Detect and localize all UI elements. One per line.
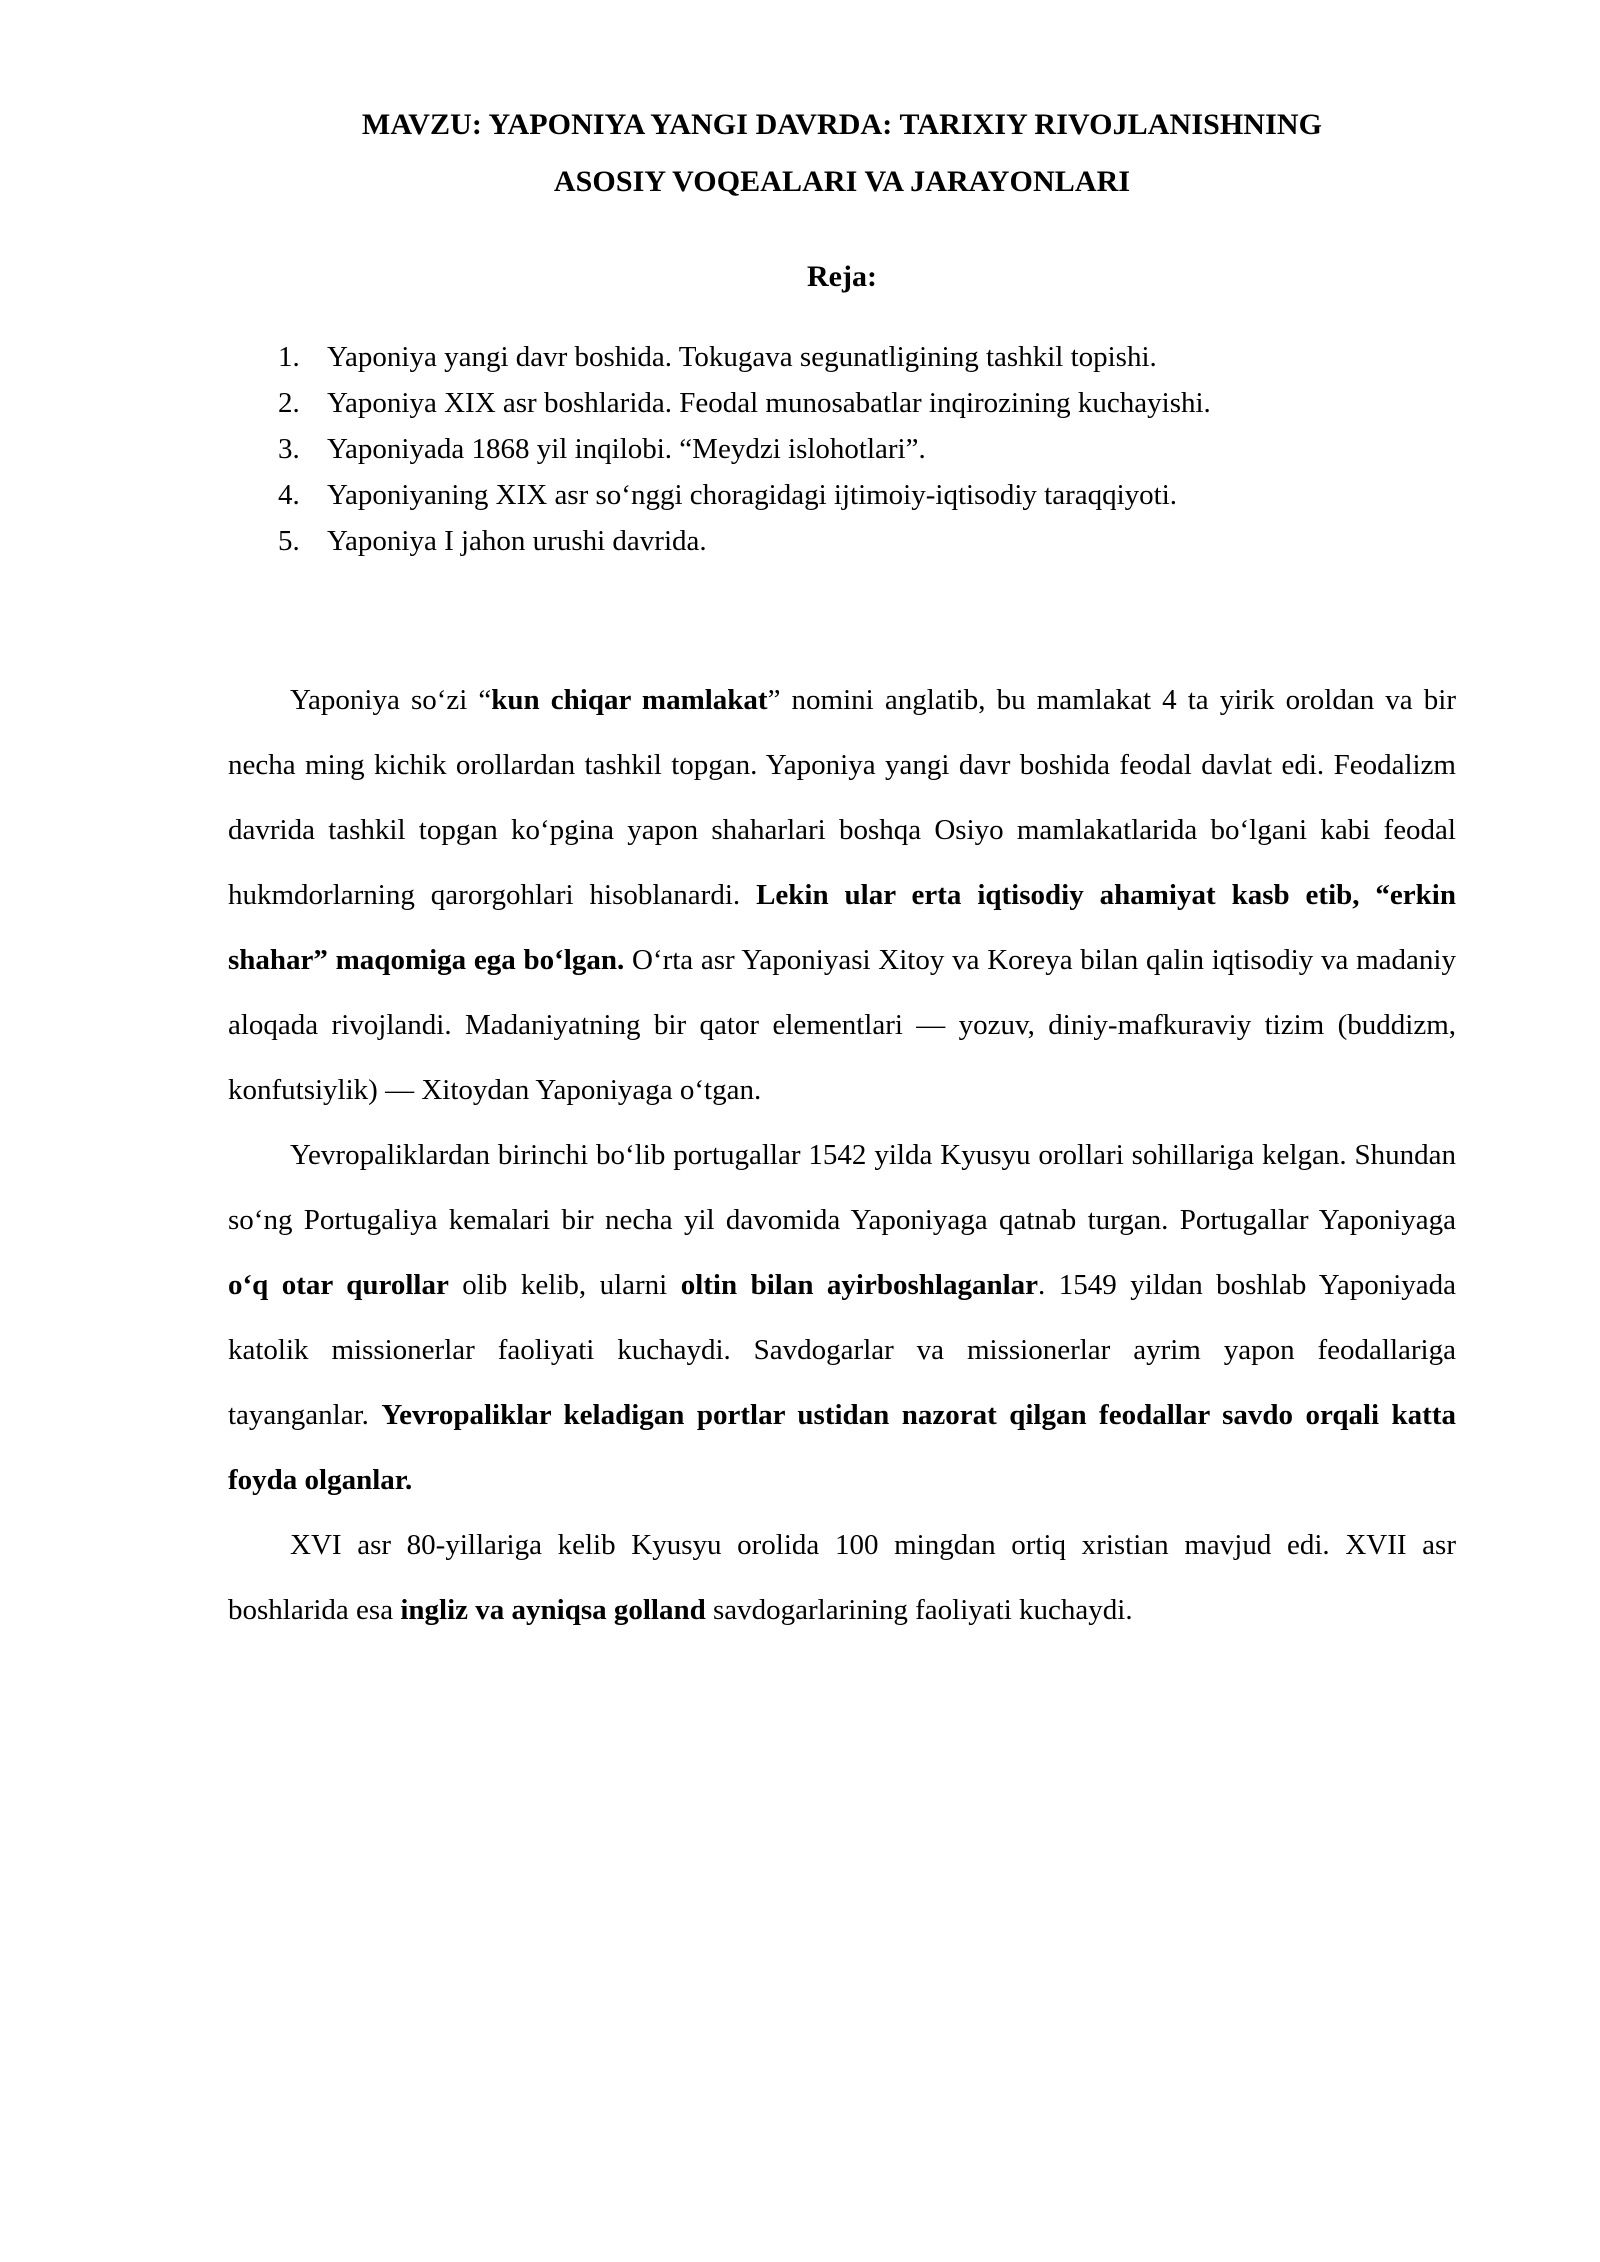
list-item-label: Yaponiya I jahon urushi davrida. (327, 525, 707, 557)
list-item-number: 4. (278, 479, 300, 511)
emphasis-text: kun chiqar mamlakat (491, 684, 768, 716)
emphasis-text: o‘q otar qurollar (228, 1269, 449, 1301)
outline-list (228, 297, 1456, 564)
list-item-label: Yaponiyada 1868 yil inqilobi. “Meydzi islohotlari”. (327, 433, 926, 465)
outline-heading: Reja: (807, 260, 877, 293)
list-item-label: Yaponiya yangi davr boshida. Tokugava segunatligining tashkil topishi. (327, 341, 1157, 373)
page-title (228, 96, 1456, 210)
list-item (228, 334, 1456, 380)
body-text (228, 564, 1456, 1643)
paragraph: Yevropaliklardan birinchi bo‘lib portugallar 1542 yilda Kyusyu orollari sohillariga kelgan. Shundan so‘ng Portugaliya kemalari bir necha yil davomida Yaponiyaga qatnab turgan. Portugallar Yaponiyaga o‘q otar qurollar olib kelib, ularni oltin bilan ayirboshlaganlar. 1549 yildan boshlab Yaponiyada katolik missionerlar faoliyati kuchaydi. Savdogarlar va missionerlar ayrim yapon feodallariga tayanganlar. Yevropaliklar keladigan portlar ustidan nazorat qilgan feodallar savdo orqali katta foyda olganlar. (228, 1139, 1457, 1496)
emphasis-text: oltin bilan ayirboshlaganlar (680, 1269, 1039, 1301)
emphasis-text: Lekin ular erta iqtisodiy ahamiyat kasb etib, “erkin shahar” maqomiga ega bo‘lgan. (228, 879, 1456, 976)
list-item-number: 5. (278, 525, 300, 557)
list-item-number: 3. (278, 433, 300, 465)
paragraph: Yaponiya so‘zi “kun chiqar mamlakat” nomini anglatib, bu mamlakat 4 ta yirik oroldan va bir necha ming kichik orollardan tashkil topgan. Yaponiya yangi davr boshida feodal davlat edi. Feodalizm davrida tashkil topgan ko‘pgina yapon shaharlari boshqa Osiyo mamlakatlarida bo‘lgani kabi feodal hukmdorlarning qarorgohlari hisoblanardi. Lekin ular erta iqtisodiy ahamiyat kasb etib, “erkin shahar” maqomiga ega bo‘lgan. O‘rta asr Yaponiyasi Xitoy va Koreya bilan qalin iqtisodiy va madaniy aloqada rivojlandi. Madaniyatning bir qator elementlari — yozuv, diniy-mafkuraviy tizim (buddizm, konfutsiylik) — Xitoydan Yaponiyaga o‘tgan. (228, 684, 1456, 1106)
list-item-number: 2. (278, 387, 300, 419)
page-content (228, 96, 1456, 1643)
paragraph: XVI asr 80-yillariga kelib Kyusyu orolida 100 mingdan ortiq xristian mavjud edi. XVII asr boshlarida esa ingliz va ayniqsa golland savdogarlarining faoliyati kuchaydi. (228, 1529, 1456, 1626)
list-item (228, 380, 1456, 426)
list-item (228, 518, 1456, 564)
list-item-label: Yaponiya XIX asr boshlarida. Feodal munosabatlar inqirozining kuchayishi. (327, 387, 1211, 419)
emphasis-text: Yevropaliklar keladigan portlar ustidan nazorat qilgan feodallar savdo orqali katta foyda olganlar. (228, 1399, 1456, 1496)
list-item-label: Yaponiyaning XIX asr so‘nggi choragidagi ijtimoiy-iqtisodiy taraqqiyoti. (327, 479, 1178, 511)
page-title-line-1: MAVZU: YAPONIYA YANGI DAVRDA: TARIXIY RIVOJLANISHNING (361, 108, 1323, 141)
list-item (228, 472, 1456, 518)
list-item (228, 426, 1456, 472)
page-title-line-2: ASOSIY VOQEALARI VA JARAYONLARI (553, 165, 1131, 198)
emphasis-text: ingliz va ayniqsa golland (400, 1594, 706, 1626)
list-item-number: 1. (278, 341, 300, 373)
